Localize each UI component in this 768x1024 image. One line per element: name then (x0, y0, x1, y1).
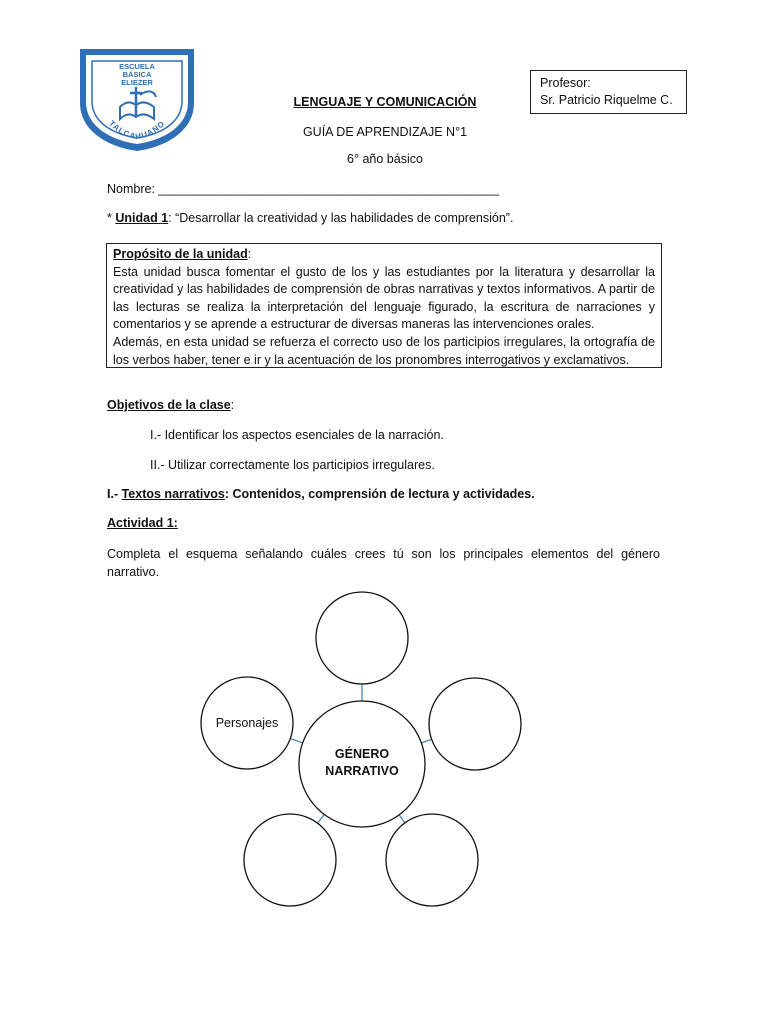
section-label: Textos narrativos (121, 487, 225, 501)
purpose-colon: : (247, 247, 252, 261)
connector-line (318, 814, 325, 823)
logo-city: TALCAHUANO (107, 118, 167, 142)
outer-node-right[interactable] (429, 678, 521, 770)
section-prefix: I.- (107, 487, 122, 501)
connector-line (399, 815, 405, 823)
logo-line-2: BÁSICA (122, 70, 152, 79)
objective-item: I.- Identificar los aspectos esenciales de la narración. (150, 428, 444, 442)
section-text: : Contenidos, comprensión de lectura y actividades. (224, 487, 535, 501)
unit-prefix: * (107, 211, 116, 225)
center-label-line-1: GÉNERO (334, 747, 390, 761)
objectives-colon: : (230, 398, 235, 412)
guide-subtitle: GUÍA DE APRENDIZAJE N°1 (302, 125, 468, 139)
center-label-line-2: NARRATIVO (325, 764, 399, 778)
name-blank[interactable]: _________________________________________________ (158, 182, 500, 196)
connector-line (290, 738, 302, 742)
outer-node-bottom-left[interactable] (244, 814, 336, 906)
unit-text: : “Desarrollar la creatividad y las habilidades de comprensión”. (168, 211, 514, 225)
logo-line-3: ELIEZER (121, 78, 153, 87)
objectives-title-label: Objetivos de la clase (107, 398, 231, 412)
purpose-title: Propósito de la unidad (113, 247, 248, 261)
grade-level: 6° año básico (347, 152, 423, 166)
connector-line (421, 739, 431, 743)
outer-node-bottom-right[interactable] (386, 814, 478, 906)
activity-title: Actividad 1: (107, 516, 178, 530)
activity-instruction: Completa el esquema señalando cuáles crees tú son los principales elementos del género narrativo. (107, 547, 660, 579)
page-title: LENGUAJE Y COMUNICACIÓN (293, 95, 477, 109)
outer-node-top[interactable] (316, 592, 408, 684)
teacher-name: Sr. Patricio Riquelme C. (540, 93, 673, 107)
unit-label: Unidad 1 (115, 211, 169, 225)
teacher-label: Profesor: (540, 76, 591, 90)
name-label: Nombre: (107, 182, 159, 196)
objective-item: II.- Utilizar correctamente los participios irregulares. (150, 458, 435, 472)
logo-line-1: ESCUELA (119, 62, 155, 71)
node-label-personajes: Personajes (215, 716, 279, 730)
purpose-paragraph-2: Además, en esta unidad se refuerza el correcto uso de los participios irregulares, la ortografía de los verbos haber, tener e ir y la acentuación de los pronombres interrogativos y exclamativos. (113, 334, 655, 367)
purpose-paragraph-1: Esta unidad busca fomentar el gusto de los y las estudiantes por la literatura y desarrollar la creatividad y las habilidades de comprensión de obras narrativas y textos informativos. A partir de las lecturas se realiza la interpretación del lenguaje figurado, la escritura de narraciones y comentarios y se aprende a estructurar de diversas maneras las intervenciones orales. (113, 264, 655, 332)
